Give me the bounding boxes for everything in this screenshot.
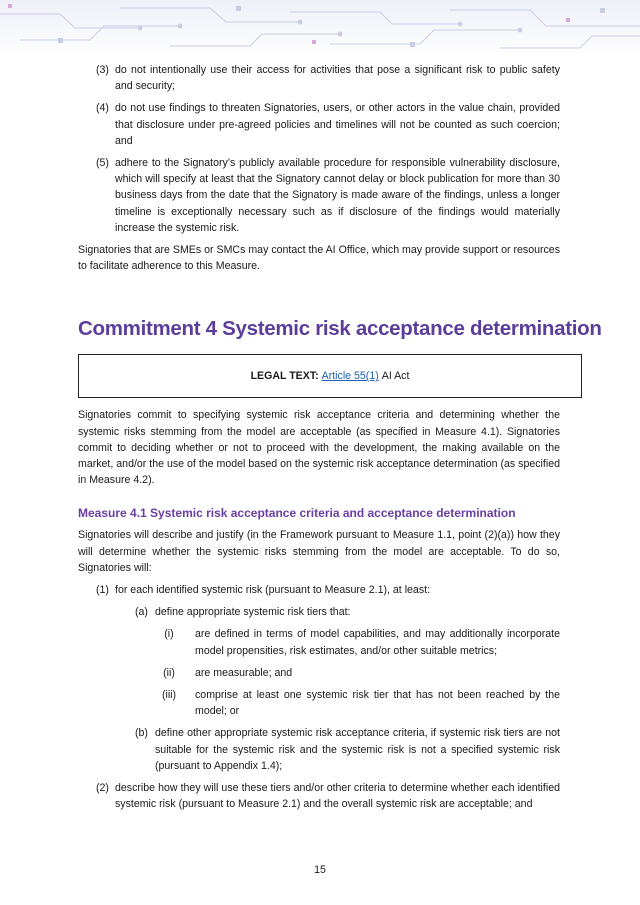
legal-text-box bbox=[78, 354, 582, 398]
list-text: do not use findings to threaten Signatories, users, or other actors in the value chain, provided that disclosure under pre-agreed policies and timelines will not be counted as such coercion; and bbox=[115, 102, 560, 147]
measure-list bbox=[78, 582, 560, 812]
list-text: define appropriate systemic risk tiers that: bbox=[155, 606, 351, 619]
list-number: (5) bbox=[96, 157, 109, 170]
list-number: (iii) bbox=[161, 689, 177, 702]
sme-paragraph: Signatories that are SMEs or SMCs may contact the AI Office, which may provide support or resources to facilitate adherence to this Measure. bbox=[78, 244, 560, 273]
list-text: are defined in terms of model capabilities, and may additionally incorporate model propensities, risk estimates, and/or other suitable metrics; bbox=[195, 628, 560, 657]
list-text: adhere to the Signatory’s publicly available procedure for responsible vulnerability disclosure, which will specify at least that the Signatory cannot delay or block publication for more than 30 business days from the date that the Signatory is made aware of the findings, unless a longer timeline is exceptionally necessary such as if disclosure of the findings would materially increase the systemic risk. bbox=[115, 157, 560, 234]
page-content bbox=[78, 62, 602, 819]
article-link[interactable]: Article 55(1) bbox=[321, 370, 379, 383]
list-item bbox=[78, 780, 560, 812]
list-number: (ii) bbox=[163, 666, 175, 679]
list-text: define other appropriate systemic risk acceptance criteria, if systemic risk tiers are not suitable for the systemic risk and the systemic risk is not a specified systemic risk (pursuant to Appendix 1.4); bbox=[155, 727, 560, 772]
list-number: (a) bbox=[135, 606, 148, 619]
list-item bbox=[78, 582, 560, 598]
list-item bbox=[78, 725, 560, 774]
list-number: (1) bbox=[96, 584, 109, 597]
page-number: 15 bbox=[314, 864, 326, 876]
list-item bbox=[78, 100, 560, 149]
list-item bbox=[78, 687, 560, 719]
measure-title: Measure 4.1 Systemic risk acceptance criteria and acceptance determination bbox=[78, 506, 516, 521]
list-text: are measurable; and bbox=[195, 666, 293, 679]
measure-paragraph: Signatories will describe and justify (in the Framework pursuant to Measure 1.1, point (2)(a)) how they will determine whether the systemic risks stemming from the model are acceptable. To do so, Signatories will: bbox=[78, 529, 560, 574]
list-item bbox=[78, 665, 560, 681]
list-item bbox=[78, 62, 560, 94]
list-text: for each identified systemic risk (pursuant to Measure 2.1), at least: bbox=[115, 584, 431, 597]
list-text: comprise at least one systemic risk tier that has not been reached by the model; or bbox=[195, 689, 560, 718]
commitment-paragraph: Signatories commit to specifying systemic risk acceptance criteria and determining whether the systemic risks stemming from the model are acceptable (as specified in Measure 4.1). Signatories commit to deciding whether or not to proceed with the development, the making available on the market, and/or the use of the model based on the systemic risk acceptance determination (as specified in Measure 4.2). bbox=[78, 409, 560, 487]
list-number: (4) bbox=[96, 102, 109, 115]
list-item bbox=[78, 604, 560, 620]
legal-text-label: LEGAL TEXT: bbox=[250, 370, 319, 383]
circuit-header-decoration bbox=[0, 0, 640, 58]
legal-text-suffix: AI Act bbox=[381, 370, 410, 383]
list-number: (i) bbox=[164, 628, 174, 641]
list-item bbox=[78, 626, 560, 658]
list-number: (2) bbox=[96, 782, 109, 795]
list-number: (b) bbox=[135, 727, 148, 740]
list-number: (3) bbox=[96, 64, 109, 76]
list-text: describe how they will use these tiers and/or other criteria to determine whether each identified systemic risk (pursuant to Measure 2.1) and the overall systemic risk are acceptable; and bbox=[115, 782, 560, 811]
list-top bbox=[78, 62, 560, 236]
commitment-title: Commitment 4 Systemic risk acceptance determination bbox=[78, 317, 602, 341]
list-item bbox=[78, 155, 560, 236]
list-text: do not intentionally use their access for activities that pose a significant risk to public safety and security; bbox=[115, 64, 560, 93]
